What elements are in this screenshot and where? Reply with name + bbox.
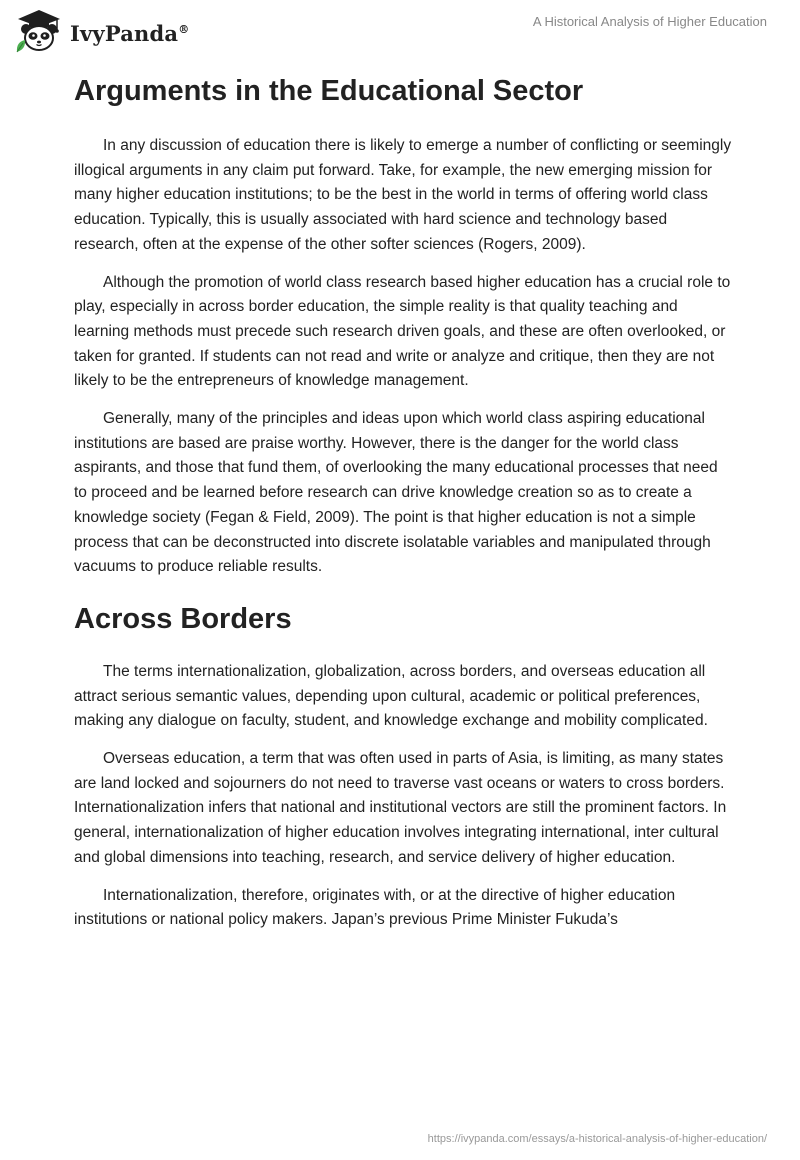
panda-graduation-cap-icon [14,8,64,54]
paragraph: Generally, many of the principles and ideas upon which world class aspiring educational institutions are based are praise worthy. However, there is the danger for the world class aspirants, and those that fund them, of overlooking the many educational processes that need to proceed and be learned before research can drive knowledge creation so as to create a knowledge society (Fegan & Field, 2009). The point is that higher education is not a simple process that can be deconstructed into discrete isolatable variables and manipulated through vacuums to produce reliable results. [74,410,718,576]
section-heading: Arguments in the Educational Sector [74,75,584,107]
source-url[interactable]: https://ivypanda.com/essays/a-historical-analysis-of-higher-education/ [427,1133,767,1145]
brand-name: IvyPanda® [70,20,190,46]
section-heading: Across Borders [74,602,292,635]
paragraph: Internationalization, therefore, originates with, or at the directive of higher education institutions or national policy makers. Japan’s previous Prime Minister Fukuda’s [74,886,676,929]
article-content [74,72,734,946]
paragraph: The terms internationalization, globalization, across borders, and overseas education all attract serious semantic values, depending upon cultural, academic or political preferences, making any dialogue on faculty, student, and knowledge exchange and mobility complicated. [74,662,708,730]
paragraph: Overseas education, a term that was often used in parts of Asia, is limiting, as many states are land locked and sojourners do not need to traverse vast oceans or waters to cross borders. Internationalization infers that national and institutional vectors are still the prominent factors. In general, internationalization of higher education involves integrating international, inter cultural and global dimensions into teaching, research, and service delivery of higher education. [74,750,727,866]
ivypanda-logo[interactable] [14,8,189,54]
paragraph: In any discussion of education there is likely to emerge a number of conflicting or seemingly illogical arguments in any claim put forward. Take, for example, the new emerging mission for many higher education institutions; to be the best in the world in terms of offering world class education. Typically, this is usually associated with hard science and technology based research, often at the expense of the other softer sciences (Rogers, 2009). [74,137,732,253]
page-header [0,0,800,60]
document-title: A Historical Analysis of Higher Education [532,14,767,29]
paragraph: Although the promotion of world class research based higher education has a crucial role to play, especially in across border education, the simple reality is that quality teaching and learning methods must precede such research driven goals, and these are often overlooked, or taken for granted. If students can not read and write or analyze and critique, then they are not likely to be the entrepreneurs of knowledge management. [74,273,731,390]
